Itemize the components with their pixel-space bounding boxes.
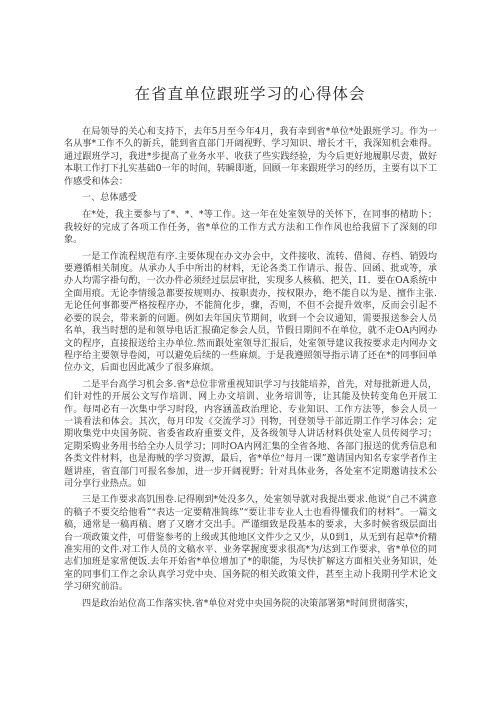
document-title: 在省直单位跟班学习的心得体会 xyxy=(134,85,366,103)
document-body xyxy=(64,126,437,614)
intro-paragraph: 在局领导的关心和支持下，去年5月至今年4月，我有幸到省*单位*处跟班学习。作为一名从事*工作不久的新兵，能到省直部门开阔视野、学习知识、增长才干，我深知机会难得。通过跟班学习，我进*步提高了业务水平、收获了些实践经验，为今后更好地履职尽责，做好本职工作打下扎实基础0一年的时间，转瞬即逝，回顾一年来跟班学习的经历，主要有以下工作感受和体会： xyxy=(64,127,437,187)
body-paragraph: 四是政治站位高工作落实快.省*单位对党中央国务院的决策部署第*时间贯彻落实， xyxy=(82,598,415,609)
body-paragraph: 三是工作要求高饥围卷.记得刚到*处没多久，处室领导就对我提出要求.他说“自己不满意的稿子不要交给他看”“表达一定要精准简练”“要让非专业人士也看得懂我们的材料”。一篇文稿，通常是一稿再稿、磨了又磨才交出手。严谨细致是段基本的要求，大多时候省级层面出台一项政策文件，可借鉴参考的上级或其他地区文件少之又少，从0到1，从无到有起草*价精准实用的文件.对工作人员的文稿水平、业务掌握度要求很高*为/达到工作要求，省*单位的同志们加班是家常便饭.去年开始省*单位增加了*的职能，为尽快扩解这方面相关业务知识，处室的同事们工作之余认真学习党中央、国务院的相关政策文件，甚至主动卜我期刊学术论文学习研究前沿。 xyxy=(64,495,437,593)
body-paragraph: 一是工作流程规范有序.主要体现在办文办会中，文件接收、流转、借阅、存档、销毁均要遵循相关制度。从承办人手中所出的材料，无论各类工作请示、报告、回函、批或等，承办人均需字褂句酌，一次办件必须经过层层审批，实现多人核稿、把关，I1．要在OA系统中全面用痕。无论李情缓急都要按规则办、按职责办，按权限办，绝不能自以为是、擅作主张.无论任何事都要严格按程序办，不能简化步，骤，否则，不但不会提升效率，反而会引起不必要的误会，带来新的问题。例如去年国庆节期间，收到一个会议通知，需要报送参会人员名单，我当时想的是和领导电话汇报确定参会人员，节假日期间不在单位，就不走OA内网办文的程序，直接报送给主办单位.然而跟处室领导汇报后，处室领导建议我按要求走内网办文程序给主要领导卷阅，可以避免后续的一些麻烦。于是我遵照领导指示请了还在*的同事回单位办文，后面也因此减少了很多麻烦。 xyxy=(64,251,437,374)
body-paragraph: 在*处，我主要参与了*、*、*等工作。这一年在处室领导的关怀下，在同事的楮助卜；我较好的完成了各项工作任务，省*单位的工作方式方法和工作作风也给我留下了深刻的印象。 xyxy=(64,210,437,246)
section-heading: 一、总体感受 xyxy=(82,193,137,204)
body-paragraph: 二是平台高学习机会多.省*总位非常重视知识学习与技能培养，首先，对每批新进人员，们针对性的开展公文写作培训、网上办文培训、业务培训等，让其能及快转变角色开展工作。每周必有一次集中学习时段，内容涵盖政治理论、专业知识、工作方法等，参会人员一一谈看法和体会。其次，每月印发《交流学习》刊物，刊登领导干部近期工作学习体会；定期收集党中央国务院、省委省政府重要文件，及各级领导人讲话材料供处室人员传阅学习；定期采购业务用书给全办人员学习；同时OA内网汇集的全省各地、各部门报送的优秀信息和各类文件材料，也是海贼的学习资源，最后，省*单位“每月一课”邀请国内知名专家学者作主题讲座，省直部门可报名参加，进一步开阔视野；针对具体业务，各处室不定期邀请技术公司分享行业热点。如 xyxy=(64,379,438,489)
